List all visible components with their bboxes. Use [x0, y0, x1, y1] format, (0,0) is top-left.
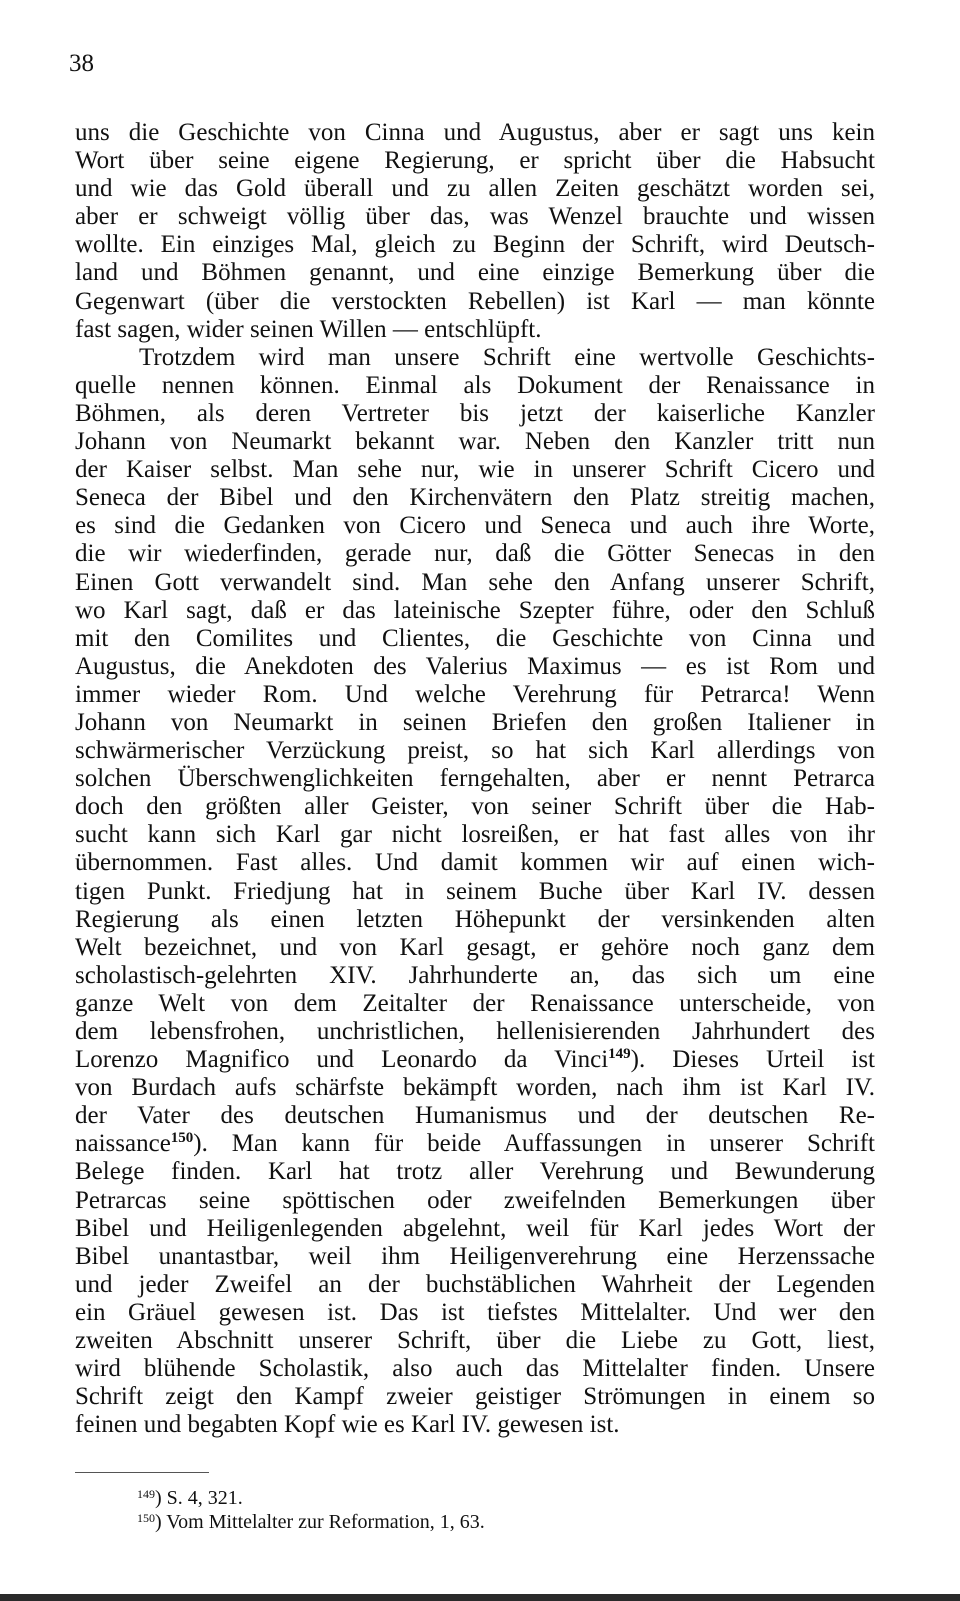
text-line: tigen Punkt. Friedjung hat in seinem Buche über Karl IV. dessen — [75, 877, 875, 905]
text-line: scholastisch-gelehrten XIV. Jahrhunderte an, das sich um eine — [75, 961, 875, 989]
text-line: Regierung als einen letzten Höhepunkt der versinkenden alten — [75, 905, 875, 933]
text-line: Bibel unantastbar, weil ihm Heiligenverehrung eine Herzenssache — [75, 1242, 875, 1270]
text-line: übernommen. Fast alles. Und damit kommen wir auf einen wich- — [75, 849, 875, 877]
text-fragment: Lorenzo Magnifico und Leonardo da Vinci — [75, 1046, 609, 1074]
footnotes — [137, 1486, 837, 1534]
text-line: Belege finden. Karl hat trotz aller Verehrung und Bewunderung — [75, 1158, 875, 1186]
text-line: ein Gräuel gewesen ist. Das ist tiefstes Mittelalter. Und wer den — [75, 1298, 875, 1326]
text-line: solchen Überschwenglichkeiten ferngehalten, aber er nennt Petrarca — [75, 765, 875, 793]
page-number: 38 — [69, 50, 94, 77]
footnote-mark: 150 — [137, 1511, 155, 1525]
text-line: die wir wiederfinden, gerade nur, daß die Götter Senecas in den — [75, 540, 875, 568]
footnote-mark: 149 — [137, 1487, 155, 1501]
text-line: land und Böhmen genannt, und eine einzige Bemerkung über die — [75, 259, 875, 287]
text-line: Seneca der Bibel und den Kirchenvätern den Platz streitig machen, — [75, 484, 875, 512]
text-fragment: ). Man kann für beide Auffassungen in unserer Schrift — [193, 1130, 875, 1158]
text-line: wird blühende Scholastik, also auch das Mittelalter finden. Unsere — [75, 1355, 875, 1383]
text-line: Welt bezeichnet, und von Karl gesagt, er gehöre noch ganz dem — [75, 933, 875, 961]
footnote-text: ) S. 4, 321. — [155, 1487, 243, 1509]
text-line: es sind die Gedanken von Cicero und Seneca und auch ihre Worte, — [75, 512, 875, 540]
text-line: der Vater des deutschen Humanismus und der deutschen Re- — [75, 1102, 875, 1130]
text-line: der Kaiser selbst. Man sehe nur, wie in unserer Schrift Cicero und — [75, 456, 875, 484]
text-line: aber er schweigt völlig über das, was Wenzel brauchte und wissen — [75, 203, 875, 231]
text-line: wollte. Ein einziges Mal, gleich zu Beginn der Schrift, wird Deutsch- — [75, 231, 875, 259]
text-line: Schrift zeigt den Kampf zweier geistiger Strömungen in einem so — [75, 1383, 875, 1411]
text-line-with-footnote-ref — [75, 1130, 875, 1158]
text-fragment: ). Dieses Urteil ist — [630, 1046, 875, 1074]
text-fragment: naissance — [75, 1130, 171, 1158]
text-line: zweiten Abschnitt unserer Schrift, über die Liebe zu Gott, liest, — [75, 1327, 875, 1355]
text-line: Böhmen, als deren Vertreter bis jetzt der kaiserliche Kanzler — [75, 399, 875, 427]
footnote-149 — [137, 1486, 837, 1510]
text-line: wo Karl sagt, daß er das lateinische Szepter führe, oder den Schluß — [75, 596, 875, 624]
text-line: uns die Geschichte von Cinna und Augustus, aber er sagt uns kein — [75, 119, 875, 146]
text-line: Einen Gott verwandelt sind. Man sehe den Anfang unserer Schrift, — [75, 568, 875, 596]
text-line: schwärmerischer Verzückung preist, so hat sich Karl allerdings von — [75, 737, 875, 765]
text-line: Gegenwart (über die verstockten Rebellen) ist Karl — man könnte — [75, 287, 875, 315]
paragraph-start-line: Trotzdem wird man unsere Schrift eine wertvolle Geschichts- — [139, 343, 875, 371]
text-line: Johann von Neumarkt in seinen Briefen den großen Italiener in — [75, 708, 875, 736]
text-line: mit den Comilites und Clientes, die Geschichte von Cinna und — [75, 624, 875, 652]
text-line: ganze Welt von dem Zeitalter der Renaissance unterscheide, von — [75, 989, 875, 1017]
body-text — [75, 119, 875, 1439]
text-line: Augustus, die Anekdoten des Valerius Maximus — es ist Rom und — [75, 652, 875, 680]
footnote-150 — [137, 1510, 837, 1534]
text-line: Wort über seine eigene Regierung, er spricht über die Habsucht — [75, 147, 875, 175]
text-line: sucht kann sich Karl gar nicht losreißen, er hat fast alles von ihr — [75, 821, 875, 849]
text-line: Johann von Neumarkt bekannt war. Neben den Kanzler tritt nun — [75, 428, 875, 456]
footnote-text: ) Vom Mittelalter zur Reformation, 1, 63. — [155, 1511, 485, 1533]
footnote-divider — [75, 1472, 209, 1473]
paragraph-end-line: fast sagen, wider seinen Willen — entschlüpft. — [75, 315, 542, 343]
paragraph-end-line: feinen und begabten Kopf wie es Karl IV. gewesen ist. — [75, 1411, 620, 1439]
text-line: und jeder Zweifel an der buchstäblichen Wahrheit der Legenden — [75, 1270, 875, 1298]
text-line: und wie das Gold überall und zu allen Zeiten geschätzt worden sei, — [75, 175, 875, 203]
text-line: Petrarcas seine spöttischen oder zweifelnden Bemerkungen über — [75, 1186, 875, 1214]
text-line: immer wieder Rom. Und welche Verehrung für Petrarca! Wenn — [75, 680, 875, 708]
text-line: quelle nennen können. Einmal als Dokument der Renaissance in — [75, 371, 875, 399]
text-line: doch den größten aller Geister, von seiner Schrift über die Hab- — [75, 793, 875, 821]
text-line: von Burdach aufs schärfste bekämpft worden, nach ihm ist Karl IV. — [75, 1074, 875, 1102]
text-line: Bibel und Heiligenlegenden abgelehnt, weil für Karl jedes Wort der — [75, 1214, 875, 1242]
footnote-ref-150: 150 — [170, 1130, 194, 1147]
text-line-with-footnote-ref — [75, 1046, 875, 1074]
text-line: dem lebensfrohen, unchristlichen, hellenisierenden Jahrhundert des — [75, 1018, 875, 1045]
footnote-ref-149: 149 — [608, 1046, 631, 1063]
scan-bottom-edge — [0, 1594, 960, 1601]
